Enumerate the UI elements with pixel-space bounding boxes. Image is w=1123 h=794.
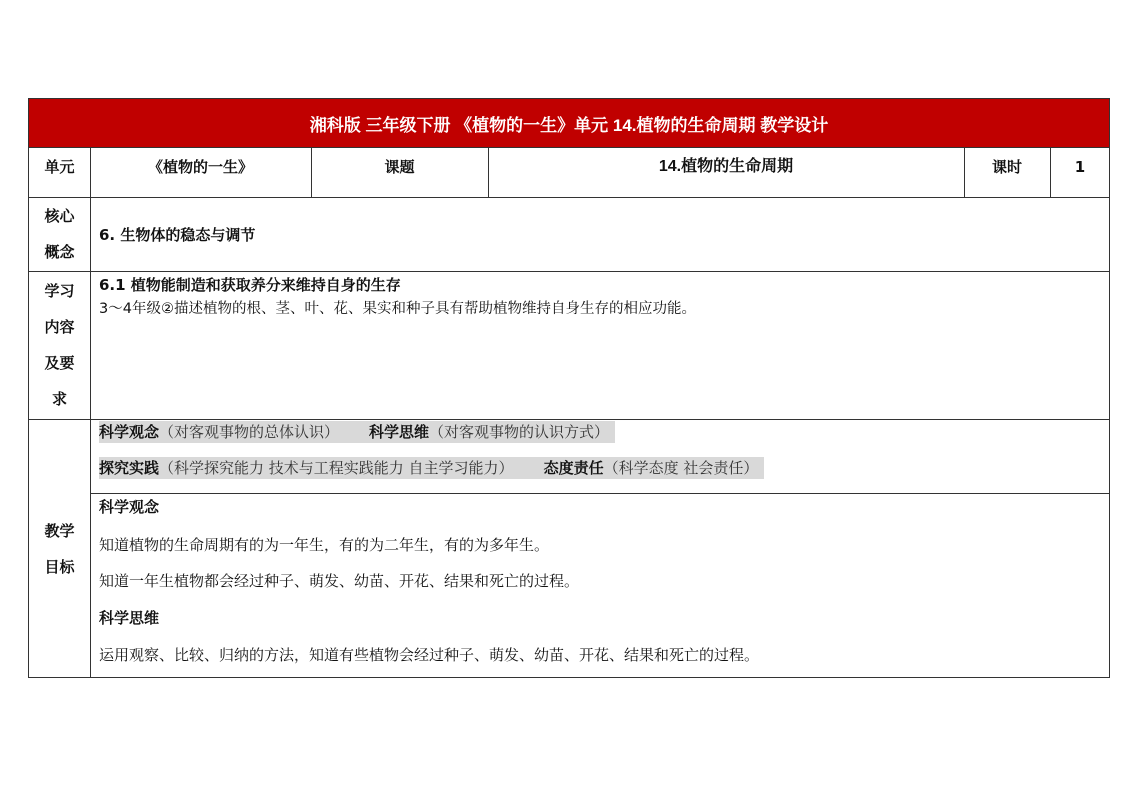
unit-label: 单元 [44,158,75,176]
goal-tag-keyword: 探究实践 [99,459,160,477]
goal-section-text: 知道植物的生命周期有的为一年生，有的为二年生，有的为多年生。 [99,536,550,554]
core-concept-label-line: 核心 [44,207,75,225]
learning-label-line: 及要 [44,354,75,372]
learning-detail: 3～4年级②描述植物的根、茎、叶、花、果实和种子具有帮助植物维持自身生存的相应功能。 [99,301,696,317]
learning-heading: 6.1 植物能制造和获取养分来维持自身的生存 [99,276,401,294]
goal-tag-keyword: 科学思维 [369,423,430,441]
learning-label-line: 求 [51,390,67,408]
teaching-goals-label [29,419,90,679]
goal-section-heading: 科学观念 [99,498,160,516]
core-concept-label-line: 概念 [44,243,75,261]
goal-tags-row-1 [99,421,615,443]
goal-section-heading: 科学思维 [99,609,160,627]
goals-label-line: 目标 [44,558,75,576]
row-divider [29,147,1109,148]
goal-tag-description: （对客观事物的认识方式） [429,423,610,441]
goals-label-line: 教学 [44,522,75,540]
goal-tag-description: （科学探究能力 技术与工程实践能力 自主学习能力） [159,459,514,477]
goal-tag-group [99,457,764,479]
lesson-plan-table [28,98,1110,678]
topic-value: 14.植物的生命周期 [658,158,794,175]
document-title-text: 湘科版 三年级下册 《植物的一生》单元 14.植物的生命周期 教学设计 [309,115,829,135]
core-concept-label [29,197,90,271]
period-value: 1 [1074,158,1086,176]
row-divider [29,197,1109,198]
document-title [29,99,1109,147]
goal-tag-group [99,421,615,443]
learning-label-line: 学习 [44,282,75,300]
topic-label: 课题 [384,158,415,176]
column-divider [90,147,91,678]
row-divider [90,493,1109,494]
goal-tags-row-2 [99,457,764,479]
unit-value: 《植物的一生》 [147,158,253,176]
goal-section-text: 知道一年生植物都会经过种子、萌发、幼苗、开花、结果和死亡的过程。 [99,572,580,590]
row-divider [29,419,1109,420]
goal-tag-description: （对客观事物的总体认识） [159,423,340,441]
learning-label-line: 内容 [44,318,75,336]
learning-requirements-label [29,271,90,419]
goal-tag-keyword: 科学观念 [99,423,160,441]
core-concept-value: 6. 生物体的稳态与调节 [99,226,256,244]
goal-section-text: 运用观察、比较、归纳的方法，知道有些植物会经过种子、萌发、幼苗、开花、结果和死亡的过程。 [99,646,760,664]
goal-tag-description: （科学态度 社会责任） [603,459,759,477]
row-divider [29,271,1109,272]
goal-tag-keyword: 态度责任 [543,459,604,477]
period-label: 课时 [991,158,1022,176]
